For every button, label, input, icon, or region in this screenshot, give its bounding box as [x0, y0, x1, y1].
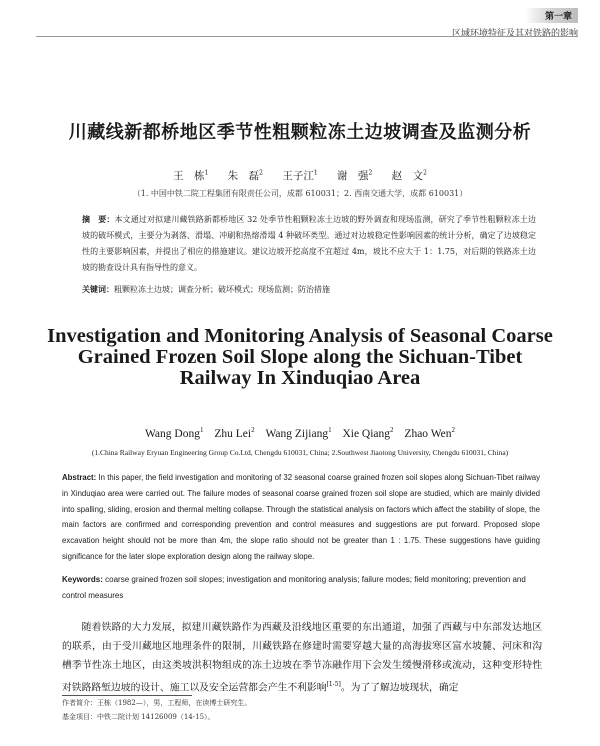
chinese-author: 朱 磊$^2$ [227, 169, 263, 182]
english-keywords-text: coarse grained frozen soil slopes; investigation and monitoring analysis; failure modes; field monitoring; prevention and control measures [62, 575, 526, 600]
footnote-rule [62, 695, 192, 696]
running-header [452, 4, 578, 39]
body-paragraph: 随着铁路的大力发展，拟建川藏铁路作为西藏及沿线地区重要的东出通道，加强了西藏与中东部发达地区的联系，由于受川藏地区地理条件的限制，川藏铁路在修建时需要穿越大量的高海拔寒区富水坡麓、河床和沟槽季节性冻土地区，由这类坡洪积物组成的冻土边坡在季节冻融作用下会发生缓慢滑移或流动，这种变形特性对铁路路堑边坡的设计、施工以及安全运营都会产生不利影响[1-5]。为了了解边坡现状，确定 [62, 622, 542, 694]
english-abstract-text: In this paper, the field investigation and monitoring of 32 seasonal coarse grained frozen soil slopes along Sichuan-Tibet railway in Xinduqiao area were carried out. The failure modes of seasonal coarse grained frozen soil slope are studied, which are mainly divided into spalling, sliding, erosion and thermal melting collapse. Through the statistical analysis on factors which affect the stability of slope, the main factors are confirmed and corresponding prevention and control measures and suggestions are put forward. Proposed slope excavation height should not be more than 4m, the slope ratio should not be greater than 1 : 1.75. These suggestions have guiding significance for the later slope exploration design along the railway slope. [62, 473, 540, 561]
footnote-author-bio: 作者简介：王栋（1982—），男，工程师，在读博士研究生。 [62, 699, 252, 707]
chinese-author: 王子江$^1$ [282, 169, 318, 182]
english-abstract [62, 470, 540, 565]
english-author: Zhao Wen$^2$ [404, 426, 456, 440]
english-authors [0, 426, 600, 440]
chinese-abstract [82, 212, 536, 276]
english-keywords [62, 572, 540, 603]
footnote-fund: 基金项目：中铁二院计划 14126009（14-15）。 [62, 713, 215, 721]
chinese-abstract-label: 摘 要： [82, 215, 115, 224]
chapter-tag: 第一章 [525, 8, 578, 23]
chinese-abstract-text: 本文通过对拟建川藏铁路新都桥地区 32 处季节性粗颗粒冻土边坡的野外调查和现场监测，研究了季节性粗颗粒冻土边坡的破坏模式，主要分为剥落、滑塌、冲刷和热熔滑塌 4 种破坏类型。通过对边坡稳定性影响因素的统计分析，确定了边坡稳定性的主要影响因素，并提出了相应的措施建议。建议边坡开挖高度不宜超过 4m，坡比不应大于 1：1.75，对后期的铁路冻土边坡的勘查设计具有指导性的意义。 [82, 215, 537, 272]
chinese-affiliation: （1. 中国中铁二院工程集团有限责任公司，成都 610031；2. 西南交通大学，成都 610031） [132, 189, 468, 198]
english-author: Zhu Lei$^2$ [214, 426, 255, 440]
chinese-author: 赵 文$^2$ [391, 169, 427, 182]
chinese-author: 谢 强$^2$ [337, 169, 373, 182]
english-abstract-label: Abstract: [62, 473, 97, 482]
english-author: Wang Dong$^1$ [144, 426, 204, 440]
english-author: Wang Zijiang$^1$ [265, 426, 332, 440]
chinese-authors [0, 168, 600, 183]
chinese-title: 川藏线新都桥地区季节性粗颗粒冻土边坡调查及监测分析 [68, 122, 532, 143]
header-rule [36, 36, 578, 37]
english-affiliation: (1.China Railway Eryuan Engineering Group Co.Ltd, Chengdu 610031, China; 2.Southwest Jiaotong University, Chengdu 610031, China) [91, 448, 509, 457]
english-title: Investigation and Monitoring Analysis of Seasonal Coarse Grained Frozen Soil Slope along the Sichuan-Tibet Railway In Xinduqiao Area [47, 325, 553, 389]
english-author: Xie Qiang$^2$ [342, 426, 394, 440]
citation-ref: [1-5] [326, 681, 341, 688]
chinese-keywords [82, 284, 536, 295]
chinese-keywords-text: 粗颗粒冻土边坡；调查分析；破坏模式；现场监测；防治措施 [114, 285, 330, 294]
chinese-author: 王 栋$^1$ [172, 169, 209, 182]
chinese-keywords-label: 关键词： [82, 285, 114, 294]
chapter-subtitle: 区域环境特征及其对铁路的影响 [451, 29, 578, 39]
english-keywords-label: Keywords: [62, 575, 103, 584]
